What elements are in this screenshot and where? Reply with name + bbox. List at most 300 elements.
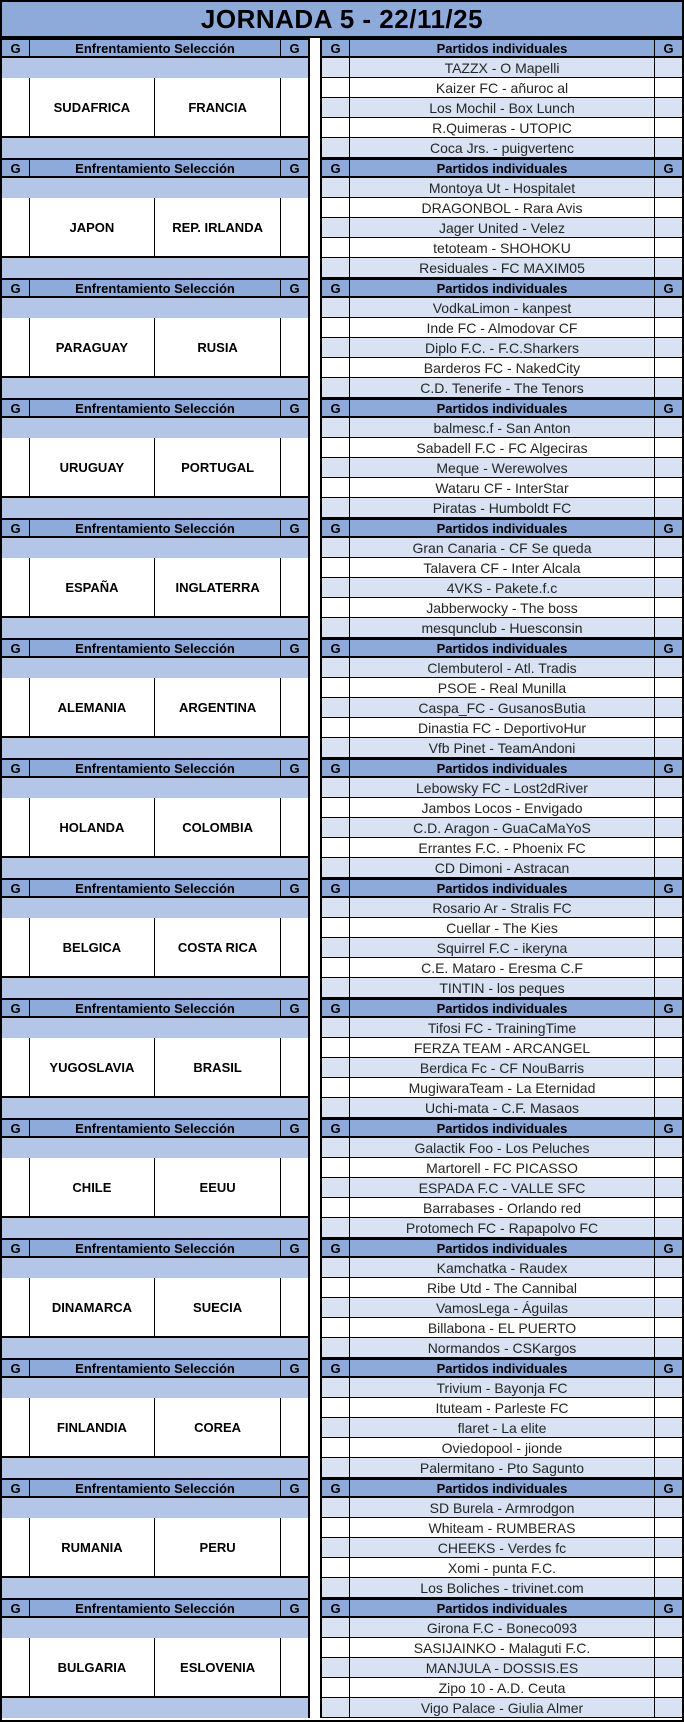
match-row [322, 1518, 682, 1538]
selection-matchup-header: Enfrentamiento Selección [75, 1000, 235, 1016]
match-row [322, 1158, 682, 1178]
individual-header-row [322, 518, 682, 538]
match-pairing-cell: tetoteam - SHOHOKU [433, 239, 571, 256]
away-goals-cell[interactable] [280, 1278, 308, 1336]
home-goals-cell[interactable] [2, 78, 30, 136]
away-goals-cell[interactable] [654, 718, 682, 737]
match-pairing-cell: Billabona - EL PUERTO [427, 1319, 577, 1336]
country-matchup-row [2, 678, 308, 738]
away-goals-cell[interactable] [654, 818, 682, 837]
individual-matches-header: Partidos individuales [436, 1120, 568, 1136]
home-goals-cell[interactable] [322, 1558, 350, 1577]
away-goals-cell[interactable] [654, 1438, 682, 1457]
away-goals-cell[interactable] [654, 198, 682, 217]
home-goals-cell[interactable] [322, 1158, 350, 1177]
away-goals-cell[interactable] [280, 1638, 308, 1696]
goals-column-header: G [322, 760, 350, 776]
away-goals-cell[interactable] [654, 618, 682, 637]
selection-matchup-table [2, 758, 310, 878]
away-goals-cell[interactable] [654, 418, 682, 437]
match-pairing-cell: Coca Jrs. - puigvertenc [430, 139, 574, 156]
country-matchup-row [2, 198, 308, 258]
fixture-block [2, 638, 682, 758]
away-goals-cell[interactable] [654, 1158, 682, 1177]
home-goals-cell[interactable] [322, 1518, 350, 1537]
away-goals-cell[interactable] [654, 938, 682, 957]
spacer-row [2, 738, 308, 758]
away-goals-cell[interactable] [654, 98, 682, 117]
match-row [322, 1018, 682, 1038]
away-goals-cell[interactable] [654, 1038, 682, 1057]
home-goals-cell[interactable] [322, 98, 350, 117]
home-goals-cell[interactable] [322, 218, 350, 237]
away-goals-cell[interactable] [280, 438, 308, 496]
match-pairing-cell: ESPADA F.C - VALLE SFC [418, 1179, 586, 1196]
selection-header-row [2, 398, 308, 418]
match-pairing-cell: R.Quimeras - UTOPIC [432, 119, 572, 136]
match-pairing-cell: TAZZX - O Mapelli [444, 59, 560, 76]
home-goals-cell[interactable] [322, 938, 350, 957]
home-goals-cell[interactable] [322, 778, 350, 797]
home-goals-cell[interactable] [322, 1418, 350, 1437]
home-goals-cell[interactable] [322, 1538, 350, 1557]
away-goals-cell[interactable] [654, 538, 682, 557]
selection-matchup-table [2, 1118, 310, 1238]
home-goals-cell[interactable] [2, 1638, 30, 1696]
home-goals-cell[interactable] [2, 558, 30, 616]
away-goals-cell[interactable] [654, 1538, 682, 1557]
home-goals-cell[interactable] [2, 1278, 30, 1336]
match-row [322, 198, 682, 218]
away-goals-cell[interactable] [654, 858, 682, 877]
home-goals-cell[interactable] [2, 918, 30, 976]
country-matchup-row [2, 438, 308, 498]
away-goals-cell[interactable] [654, 1278, 682, 1297]
home-goals-cell[interactable] [322, 1218, 350, 1237]
home-goals-cell[interactable] [322, 1398, 350, 1417]
goals-column-header: G [322, 1240, 350, 1256]
away-goals-cell[interactable] [654, 1318, 682, 1337]
home-goals-cell[interactable] [322, 118, 350, 137]
selection-matchup-table [2, 38, 310, 158]
match-pairing-cell: Kamchatka - Raudex [436, 1259, 568, 1276]
home-goals-cell[interactable] [322, 578, 350, 597]
home-goals-cell[interactable] [322, 438, 350, 457]
home-goals-cell[interactable] [322, 898, 350, 917]
individual-matches-header: Partidos individuales [436, 520, 568, 536]
away-goals-cell[interactable] [654, 958, 682, 977]
table-gap [310, 1598, 320, 1718]
home-goals-cell[interactable] [322, 358, 350, 377]
individual-matches-table [320, 1598, 682, 1718]
away-goals-cell[interactable] [280, 78, 308, 136]
away-goals-cell[interactable] [654, 1518, 682, 1537]
away-goals-cell[interactable] [654, 1398, 682, 1417]
home-goals-cell[interactable] [2, 798, 30, 856]
selection-matchup-header: Enfrentamiento Selección [75, 1360, 235, 1376]
home-goals-cell[interactable] [322, 1198, 350, 1217]
match-pairing-cell: TINTIN - los peques [439, 979, 565, 996]
individual-header-row [322, 158, 682, 178]
goals-column-header: G [654, 1480, 682, 1496]
fixture-block [2, 878, 682, 998]
home-goals-cell[interactable] [322, 558, 350, 577]
goals-column-header: G [654, 1240, 682, 1256]
away-goals-cell[interactable] [654, 1258, 682, 1277]
away-goals-cell[interactable] [654, 1418, 682, 1437]
away-goals-cell[interactable] [654, 478, 682, 497]
goals-column-header: G [280, 280, 308, 296]
home-goals-cell[interactable] [322, 1638, 350, 1657]
country-matchup-row [2, 318, 308, 378]
home-goals-cell[interactable] [322, 798, 350, 817]
goals-column-header: G [2, 1120, 30, 1136]
away-goals-cell[interactable] [654, 1138, 682, 1157]
away-goals-cell[interactable] [654, 1698, 682, 1717]
match-row [322, 1418, 682, 1438]
fixture-block [2, 398, 682, 518]
home-goals-cell[interactable] [322, 298, 350, 317]
home-goals-cell[interactable] [322, 658, 350, 677]
home-goals-cell[interactable] [322, 538, 350, 557]
away-goals-cell[interactable] [654, 1658, 682, 1677]
selection-matchup-table [2, 398, 310, 518]
selection-matchup-header: Enfrentamiento Selección [75, 1600, 235, 1616]
home-goals-cell[interactable] [322, 1378, 350, 1397]
away-goals-cell[interactable] [654, 238, 682, 257]
match-row [322, 1218, 682, 1238]
match-pairing-cell: Diplo F.C. - F.C.Sharkers [424, 339, 580, 356]
home-goals-cell[interactable] [322, 1658, 350, 1677]
match-pairing-cell: Squirrel F.C - ikeryna [436, 939, 568, 956]
home-goals-cell[interactable] [322, 838, 350, 857]
goals-column-header: G [322, 640, 350, 656]
selection-matchup-table [2, 878, 310, 998]
home-goals-cell[interactable] [322, 1278, 350, 1297]
away-goals-cell[interactable] [654, 1298, 682, 1317]
match-pairing-cell: Zipo 10 - A.D. Ceuta [438, 1679, 566, 1696]
country-matchup-row [2, 918, 308, 978]
goals-column-header: G [322, 1000, 350, 1016]
away-goals-cell[interactable] [654, 378, 682, 397]
match-row [322, 498, 682, 518]
home-goals-cell[interactable] [322, 478, 350, 497]
home-goals-cell[interactable] [2, 1398, 30, 1456]
away-goals-cell[interactable] [280, 1038, 308, 1096]
selection-header-row [2, 518, 308, 538]
away-goals-cell[interactable] [280, 798, 308, 856]
home-goals-cell[interactable] [322, 678, 350, 697]
away-goals-cell[interactable] [280, 1518, 308, 1576]
individual-header-row [322, 758, 682, 778]
match-row [322, 738, 682, 758]
spacer-row [2, 1578, 308, 1598]
individual-matches-header: Partidos individuales [436, 880, 568, 896]
home-goals-cell[interactable] [322, 718, 350, 737]
match-pairing-cell: C.E. Mataro - Eresma C.F [421, 959, 583, 976]
home-goals-cell[interactable] [322, 1178, 350, 1197]
home-goals-cell[interactable] [322, 238, 350, 257]
away-country-cell: ESLOVENIA [180, 1659, 256, 1675]
away-goals-cell[interactable] [654, 458, 682, 477]
match-pairing-cell: Sabadell F.C - FC Algeciras [416, 439, 588, 456]
home-goals-cell[interactable] [2, 678, 30, 736]
away-goals-cell[interactable] [654, 698, 682, 717]
match-pairing-cell: DRAGONBOL - Rara Avis [421, 199, 583, 216]
away-goals-cell[interactable] [654, 258, 682, 277]
match-pairing-cell: Vfb Pinet - TeamAndoni [428, 739, 576, 756]
home-goals-cell[interactable] [2, 1038, 30, 1096]
away-goals-cell[interactable] [654, 298, 682, 317]
goals-column-header: G [2, 520, 30, 536]
home-goals-cell[interactable] [322, 978, 350, 997]
match-pairing-cell: PSOE - Real Munilla [437, 679, 567, 696]
away-goals-cell[interactable] [654, 438, 682, 457]
away-goals-cell[interactable] [654, 1078, 682, 1097]
home-goals-cell[interactable] [322, 1258, 350, 1277]
home-goals-cell[interactable] [322, 498, 350, 517]
home-goals-cell[interactable] [2, 1158, 30, 1216]
away-goals-cell[interactable] [654, 738, 682, 757]
spacer-row [2, 178, 308, 198]
home-goals-cell[interactable] [322, 1318, 350, 1337]
table-gap [310, 398, 320, 518]
selection-matchup-table [2, 1478, 310, 1598]
away-goals-cell[interactable] [654, 178, 682, 197]
table-gap [310, 1238, 320, 1358]
away-goals-cell[interactable] [654, 498, 682, 517]
home-goals-cell[interactable] [322, 318, 350, 337]
away-goals-cell[interactable] [654, 1018, 682, 1037]
home-goals-cell[interactable] [322, 1058, 350, 1077]
away-goals-cell[interactable] [654, 1558, 682, 1577]
match-row [322, 1078, 682, 1098]
away-goals-cell[interactable] [654, 1058, 682, 1077]
selection-header-row [2, 638, 308, 658]
individual-header-row [322, 1118, 682, 1138]
away-goals-cell[interactable] [654, 678, 682, 697]
country-matchup-row [2, 1158, 308, 1218]
fixture-blocks-container [2, 38, 682, 1718]
individual-matches-table [320, 878, 682, 998]
goals-column-header: G [2, 880, 30, 896]
goals-column-header: G [654, 40, 682, 56]
home-goals-cell[interactable] [322, 858, 350, 877]
away-goals-cell[interactable] [654, 1178, 682, 1197]
away-goals-cell[interactable] [654, 1098, 682, 1117]
individual-matches-header: Partidos individuales [436, 760, 568, 776]
away-goals-cell[interactable] [654, 118, 682, 137]
home-goals-cell[interactable] [322, 738, 350, 757]
home-goals-cell[interactable] [322, 258, 350, 277]
home-goals-cell[interactable] [2, 198, 30, 256]
match-row [322, 1538, 682, 1558]
home-goals-cell[interactable] [322, 178, 350, 197]
match-pairing-cell: Los Mochil - Box Lunch [429, 99, 575, 116]
away-goals-cell[interactable] [280, 318, 308, 376]
match-row [322, 658, 682, 678]
match-row [322, 958, 682, 978]
country-matchup-row [2, 1518, 308, 1578]
home-goals-cell[interactable] [322, 198, 350, 217]
individual-matches-table [320, 1478, 682, 1598]
home-goals-cell[interactable] [322, 1138, 350, 1157]
away-goals-cell[interactable] [654, 218, 682, 237]
match-row [322, 558, 682, 578]
individual-matches-table [320, 1358, 682, 1478]
home-goals-cell[interactable] [322, 1678, 350, 1697]
selection-header-row [2, 158, 308, 178]
away-goals-cell[interactable] [654, 578, 682, 597]
match-pairing-cell: Uchi-mata - C.F. Masaos [424, 1099, 580, 1116]
match-pairing-cell: Jabberwocky - The boss [426, 599, 578, 616]
away-goals-cell[interactable] [280, 558, 308, 616]
away-goals-cell[interactable] [280, 1158, 308, 1216]
goals-column-header: G [322, 400, 350, 416]
away-goals-cell[interactable] [280, 918, 308, 976]
home-goals-cell[interactable] [322, 338, 350, 357]
match-row [322, 1678, 682, 1698]
selection-matchup-table [2, 158, 310, 278]
match-row [322, 838, 682, 858]
table-gap [310, 278, 320, 398]
individual-matches-table [320, 758, 682, 878]
goals-column-header: G [322, 160, 350, 176]
goals-column-header: G [654, 1000, 682, 1016]
home-goals-cell[interactable] [2, 1518, 30, 1576]
match-pairing-cell: Caspa_FC - GusanosButia [418, 699, 586, 716]
table-gap [310, 878, 320, 998]
home-goals-cell[interactable] [322, 1038, 350, 1057]
home-goals-cell[interactable] [322, 458, 350, 477]
away-goals-cell[interactable] [654, 1498, 682, 1517]
match-row [322, 1578, 682, 1598]
home-goals-cell[interactable] [322, 1438, 350, 1457]
individual-matches-table [320, 638, 682, 758]
spacer-row [2, 1498, 308, 1518]
away-goals-cell[interactable] [654, 1638, 682, 1657]
home-goals-cell[interactable] [322, 1458, 350, 1477]
goals-column-header: G [654, 1600, 682, 1616]
away-goals-cell[interactable] [654, 918, 682, 937]
away-goals-cell[interactable] [654, 1678, 682, 1697]
table-gap [310, 1118, 320, 1238]
home-goals-cell[interactable] [322, 1298, 350, 1317]
away-goals-cell[interactable] [654, 1458, 682, 1477]
match-row [322, 698, 682, 718]
match-row [322, 58, 682, 78]
away-goals-cell[interactable] [654, 1198, 682, 1217]
match-row [322, 218, 682, 238]
away-goals-cell[interactable] [654, 1578, 682, 1597]
home-goals-cell[interactable] [322, 598, 350, 617]
individual-header-row [322, 638, 682, 658]
goals-column-header: G [280, 1600, 308, 1616]
home-goals-cell[interactable] [322, 818, 350, 837]
away-country-cell: SUECIA [193, 1299, 243, 1315]
home-goals-cell[interactable] [322, 1078, 350, 1097]
away-goals-cell[interactable] [654, 838, 682, 857]
spacer-row [2, 658, 308, 678]
fixture-block [2, 1598, 682, 1718]
home-goals-cell[interactable] [322, 1338, 350, 1357]
away-goals-cell[interactable] [280, 678, 308, 736]
away-goals-cell[interactable] [654, 338, 682, 357]
home-goals-cell[interactable] [322, 958, 350, 977]
match-row [322, 1298, 682, 1318]
away-goals-cell[interactable] [280, 1398, 308, 1456]
home-goals-cell[interactable] [322, 78, 350, 97]
away-goals-cell[interactable] [654, 778, 682, 797]
away-goals-cell[interactable] [654, 798, 682, 817]
away-goals-cell[interactable] [654, 318, 682, 337]
selection-header-row [2, 1118, 308, 1138]
away-country-cell: COREA [194, 1419, 242, 1435]
match-pairing-cell: CHEEKS - Verdes fc [437, 1539, 567, 1556]
match-pairing-cell: Jambos Locos - Envigado [421, 799, 583, 816]
away-goals-cell[interactable] [654, 1218, 682, 1237]
goals-column-header: G [280, 1480, 308, 1496]
fixture-block [2, 758, 682, 878]
home-goals-cell[interactable] [322, 58, 350, 77]
away-goals-cell[interactable] [654, 658, 682, 677]
goals-column-header: G [280, 1240, 308, 1256]
away-goals-cell[interactable] [654, 558, 682, 577]
home-country-cell: PARAGUAY [30, 318, 155, 376]
away-goals-cell[interactable] [654, 58, 682, 77]
home-goals-cell[interactable] [322, 418, 350, 437]
away-goals-cell[interactable] [654, 978, 682, 997]
selection-matchup-header: Enfrentamiento Selección [75, 400, 235, 416]
home-goals-cell[interactable] [322, 1098, 350, 1117]
home-goals-cell[interactable] [322, 1578, 350, 1597]
away-country-cell: COLOMBIA [182, 819, 253, 835]
home-country-cell: ESPAÑA [30, 558, 155, 616]
spacer-row [2, 418, 308, 438]
away-goals-cell[interactable] [654, 1378, 682, 1397]
home-goals-cell[interactable] [322, 138, 350, 157]
selection-matchup-table [2, 1598, 310, 1718]
away-goals-cell[interactable] [654, 598, 682, 617]
home-goals-cell[interactable] [322, 618, 350, 637]
home-country-cell: HOLANDA [30, 798, 155, 856]
home-goals-cell[interactable] [322, 698, 350, 717]
away-goals-cell[interactable] [280, 198, 308, 256]
home-goals-cell[interactable] [322, 918, 350, 937]
away-goals-cell[interactable] [654, 138, 682, 157]
away-goals-cell[interactable] [654, 898, 682, 917]
individual-matches-table [320, 998, 682, 1118]
home-goals-cell[interactable] [322, 378, 350, 397]
match-pairing-cell: Inde FC - Almodovar CF [426, 319, 578, 336]
home-goals-cell[interactable] [322, 1498, 350, 1517]
away-goals-cell[interactable] [654, 358, 682, 377]
individual-matches-table [320, 158, 682, 278]
away-goals-cell[interactable] [654, 1338, 682, 1357]
away-goals-cell[interactable] [654, 78, 682, 97]
home-goals-cell[interactable] [322, 1698, 350, 1717]
table-gap [310, 1358, 320, 1478]
home-goals-cell[interactable] [2, 438, 30, 496]
individual-matches-table [320, 38, 682, 158]
home-goals-cell[interactable] [322, 1618, 350, 1637]
away-goals-cell[interactable] [654, 1618, 682, 1637]
match-pairing-cell: mesqunclub - Huesconsin [421, 619, 583, 636]
match-row [322, 458, 682, 478]
home-goals-cell[interactable] [2, 318, 30, 376]
selection-matchup-header: Enfrentamiento Selección [75, 1120, 235, 1136]
home-goals-cell[interactable] [322, 1018, 350, 1037]
